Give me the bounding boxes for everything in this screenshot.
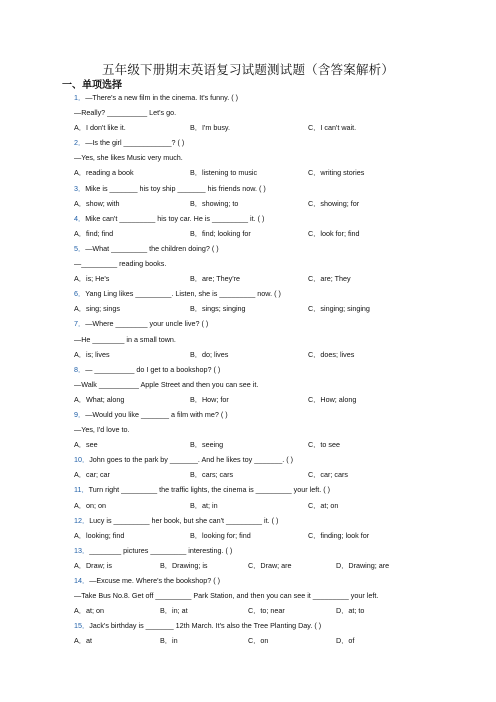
- options-row: [74, 196, 434, 211]
- question-stem: [74, 573, 434, 588]
- question-number: 6．: [74, 289, 86, 299]
- question-followup: —_________ reading books.: [74, 259, 167, 269]
- question-number: 3．: [74, 183, 86, 193]
- question-number: 4．: [74, 213, 86, 223]
- options-row: [74, 392, 434, 407]
- question-number: 9．: [74, 409, 86, 419]
- question-number: 11．: [74, 485, 89, 495]
- option-a[interactable]: A．on; on: [74, 500, 106, 510]
- option-a[interactable]: A．car; car: [74, 470, 110, 480]
- question-number: 14．: [74, 576, 90, 585]
- question-text: Mike can't _________ his toy car. He is _________ it. ( ): [85, 213, 265, 223]
- question-number: 7．: [74, 319, 86, 329]
- question-followup: —Walk __________ Apple Street and then you can see it.: [74, 379, 259, 389]
- option-d[interactable]: D．of: [336, 636, 355, 646]
- option-a[interactable]: A．sing; sings: [74, 304, 120, 314]
- option-a[interactable]: A．reading a book: [74, 168, 134, 178]
- option-a[interactable]: A．is; lives: [74, 349, 110, 359]
- option-b[interactable]: B．looking for; find: [190, 530, 251, 540]
- option-a[interactable]: A．see: [74, 440, 98, 450]
- option-c[interactable]: C．car; cars: [308, 470, 348, 480]
- option-b[interactable]: B．do; lives: [190, 349, 229, 359]
- question-stem: [74, 452, 434, 467]
- question-stem: [74, 241, 434, 256]
- option-c[interactable]: C．I can't wait.: [308, 123, 357, 133]
- question-stem: [74, 286, 434, 301]
- option-c[interactable]: C．to see: [308, 440, 340, 450]
- option-b[interactable]: B．cars; cars: [190, 470, 234, 480]
- option-a[interactable]: A．show; with: [74, 198, 120, 208]
- question-stem: [74, 407, 434, 422]
- question-number: 10．: [74, 455, 90, 465]
- option-b[interactable]: B．are; They're: [190, 274, 240, 284]
- option-c[interactable]: C．finding; look for: [308, 530, 370, 540]
- option-b[interactable]: B．find; looking for: [190, 228, 251, 238]
- question-text: John goes to the park by _______. And he likes toy _______. ( ): [89, 455, 293, 465]
- option-b[interactable]: B．sings; singing: [190, 304, 246, 314]
- question-number: 2．: [74, 138, 86, 148]
- option-a[interactable]: A．find; find: [74, 228, 114, 238]
- options-row: [74, 498, 434, 513]
- options-row: [74, 226, 434, 241]
- question-stem: [74, 362, 434, 377]
- option-c[interactable]: C．to; near: [248, 606, 285, 616]
- question-number: 12．: [74, 515, 90, 525]
- option-b[interactable]: B．in; at: [160, 606, 188, 616]
- question-stem: [74, 618, 434, 633]
- option-d[interactable]: D．at; to: [336, 606, 365, 616]
- question-stem: [74, 513, 434, 528]
- question-stem: [74, 211, 434, 226]
- question-text: —What _________ the children doing? ( ): [85, 243, 219, 253]
- question-stem: [74, 90, 434, 105]
- question-number: 1．: [74, 93, 86, 102]
- option-a[interactable]: A．at: [74, 636, 92, 646]
- options-row: [74, 301, 434, 316]
- question-number: 13．: [74, 545, 90, 555]
- question-stem: [74, 135, 434, 150]
- page-title: 五年级下册期末英语复习试题测试题（含答案解析）: [101, 63, 395, 77]
- options-row: [74, 633, 434, 648]
- option-c[interactable]: C．showing; for: [308, 198, 360, 208]
- option-b[interactable]: B．listening to music: [190, 168, 258, 178]
- option-a[interactable]: A．What; along: [74, 394, 125, 404]
- question-number: 5．: [74, 243, 86, 253]
- option-b[interactable]: B．How; for: [190, 394, 229, 404]
- question-text: Mike is _______ his toy ship _______ his friends now. ( ): [85, 183, 266, 193]
- option-c[interactable]: C．on: [248, 636, 269, 646]
- option-c[interactable]: C．singing; singing: [308, 304, 370, 314]
- option-c[interactable]: C．does; lives: [308, 349, 355, 359]
- question-text: Jack's birthday is _______ 12th March. It's also the Tree Planting Day. ( ): [89, 621, 322, 631]
- question-stem: [74, 181, 434, 196]
- option-a[interactable]: A．I don't like it.: [74, 123, 126, 133]
- option-a[interactable]: A．looking; find: [74, 530, 125, 540]
- question-text: —There's a new film in the cinema. It's funny. ( ): [85, 93, 238, 102]
- question-text: Turn right _________ the traffic lights, the cinema is _________ your left. ( ): [88, 485, 330, 495]
- option-b[interactable]: B．I'm busy.: [190, 123, 230, 133]
- option-d[interactable]: D．Drawing; are: [336, 560, 390, 570]
- option-a[interactable]: A．at; on: [74, 606, 104, 616]
- section-heading: 一、单项选择: [62, 80, 122, 91]
- question-stem: [74, 482, 434, 497]
- question-text: Lucy is _________ her book, but she can't _________ it. ( ): [89, 515, 279, 525]
- options-row: [74, 437, 434, 452]
- option-c[interactable]: C．How; along: [308, 394, 357, 404]
- question-text: ________ pictures _________ interesting. ( ): [89, 545, 233, 555]
- question-stem: [74, 543, 434, 558]
- question-followup: —Yes, I'd love to.: [74, 425, 130, 435]
- option-c[interactable]: C．at; on: [308, 500, 339, 510]
- options-row: [74, 120, 434, 135]
- question-text: —Where ________ your uncle live? ( ): [85, 319, 209, 329]
- option-b[interactable]: B．showing; to: [190, 198, 239, 208]
- options-row: [74, 165, 434, 180]
- question-text: —Is the girl ____________? ( ): [85, 138, 185, 148]
- option-b[interactable]: B．Drawing; is: [160, 560, 208, 570]
- question-text: — __________ do I get to a bookshop? ( ): [85, 364, 221, 374]
- question-text: Yang Ling likes _________. Listen, she is _________ now. ( ): [85, 289, 281, 299]
- question-followup: —Really? __________ Let's go.: [74, 108, 177, 118]
- options-row: [74, 467, 434, 482]
- question-stem: [74, 316, 434, 331]
- question-number: 8．: [74, 364, 86, 374]
- question-followup: —He ________ in a small town.: [74, 334, 176, 344]
- options-row: [74, 558, 434, 573]
- options-row: [74, 347, 434, 362]
- options-row: [74, 528, 434, 543]
- option-c[interactable]: C．Draw; are: [248, 560, 292, 570]
- question-followup: —Take Bus No.8. Get off _________ Park Station, and then you can see it _________ your left.: [74, 591, 379, 601]
- question-list: [74, 90, 434, 648]
- option-a[interactable]: A．is; He's: [74, 274, 110, 284]
- question-text: —Excuse me. Where's the bookshop? ( ): [89, 576, 220, 585]
- option-c[interactable]: C．writing stories: [308, 168, 365, 178]
- option-c[interactable]: C．look for; find: [308, 228, 360, 238]
- option-b[interactable]: B．in: [160, 636, 178, 646]
- options-row: [74, 271, 434, 286]
- question-text: —Would you like _______ a film with me? ( ): [85, 409, 228, 419]
- question-number: 15．: [74, 621, 90, 631]
- option-b[interactable]: B．seeing: [190, 440, 224, 450]
- option-b[interactable]: B．at; in: [190, 500, 218, 510]
- option-c[interactable]: C．are; They: [308, 274, 351, 284]
- option-a[interactable]: A．Draw; is: [74, 560, 112, 570]
- options-row: [74, 603, 434, 618]
- question-followup: —Yes, she likes Music very much.: [74, 153, 183, 163]
